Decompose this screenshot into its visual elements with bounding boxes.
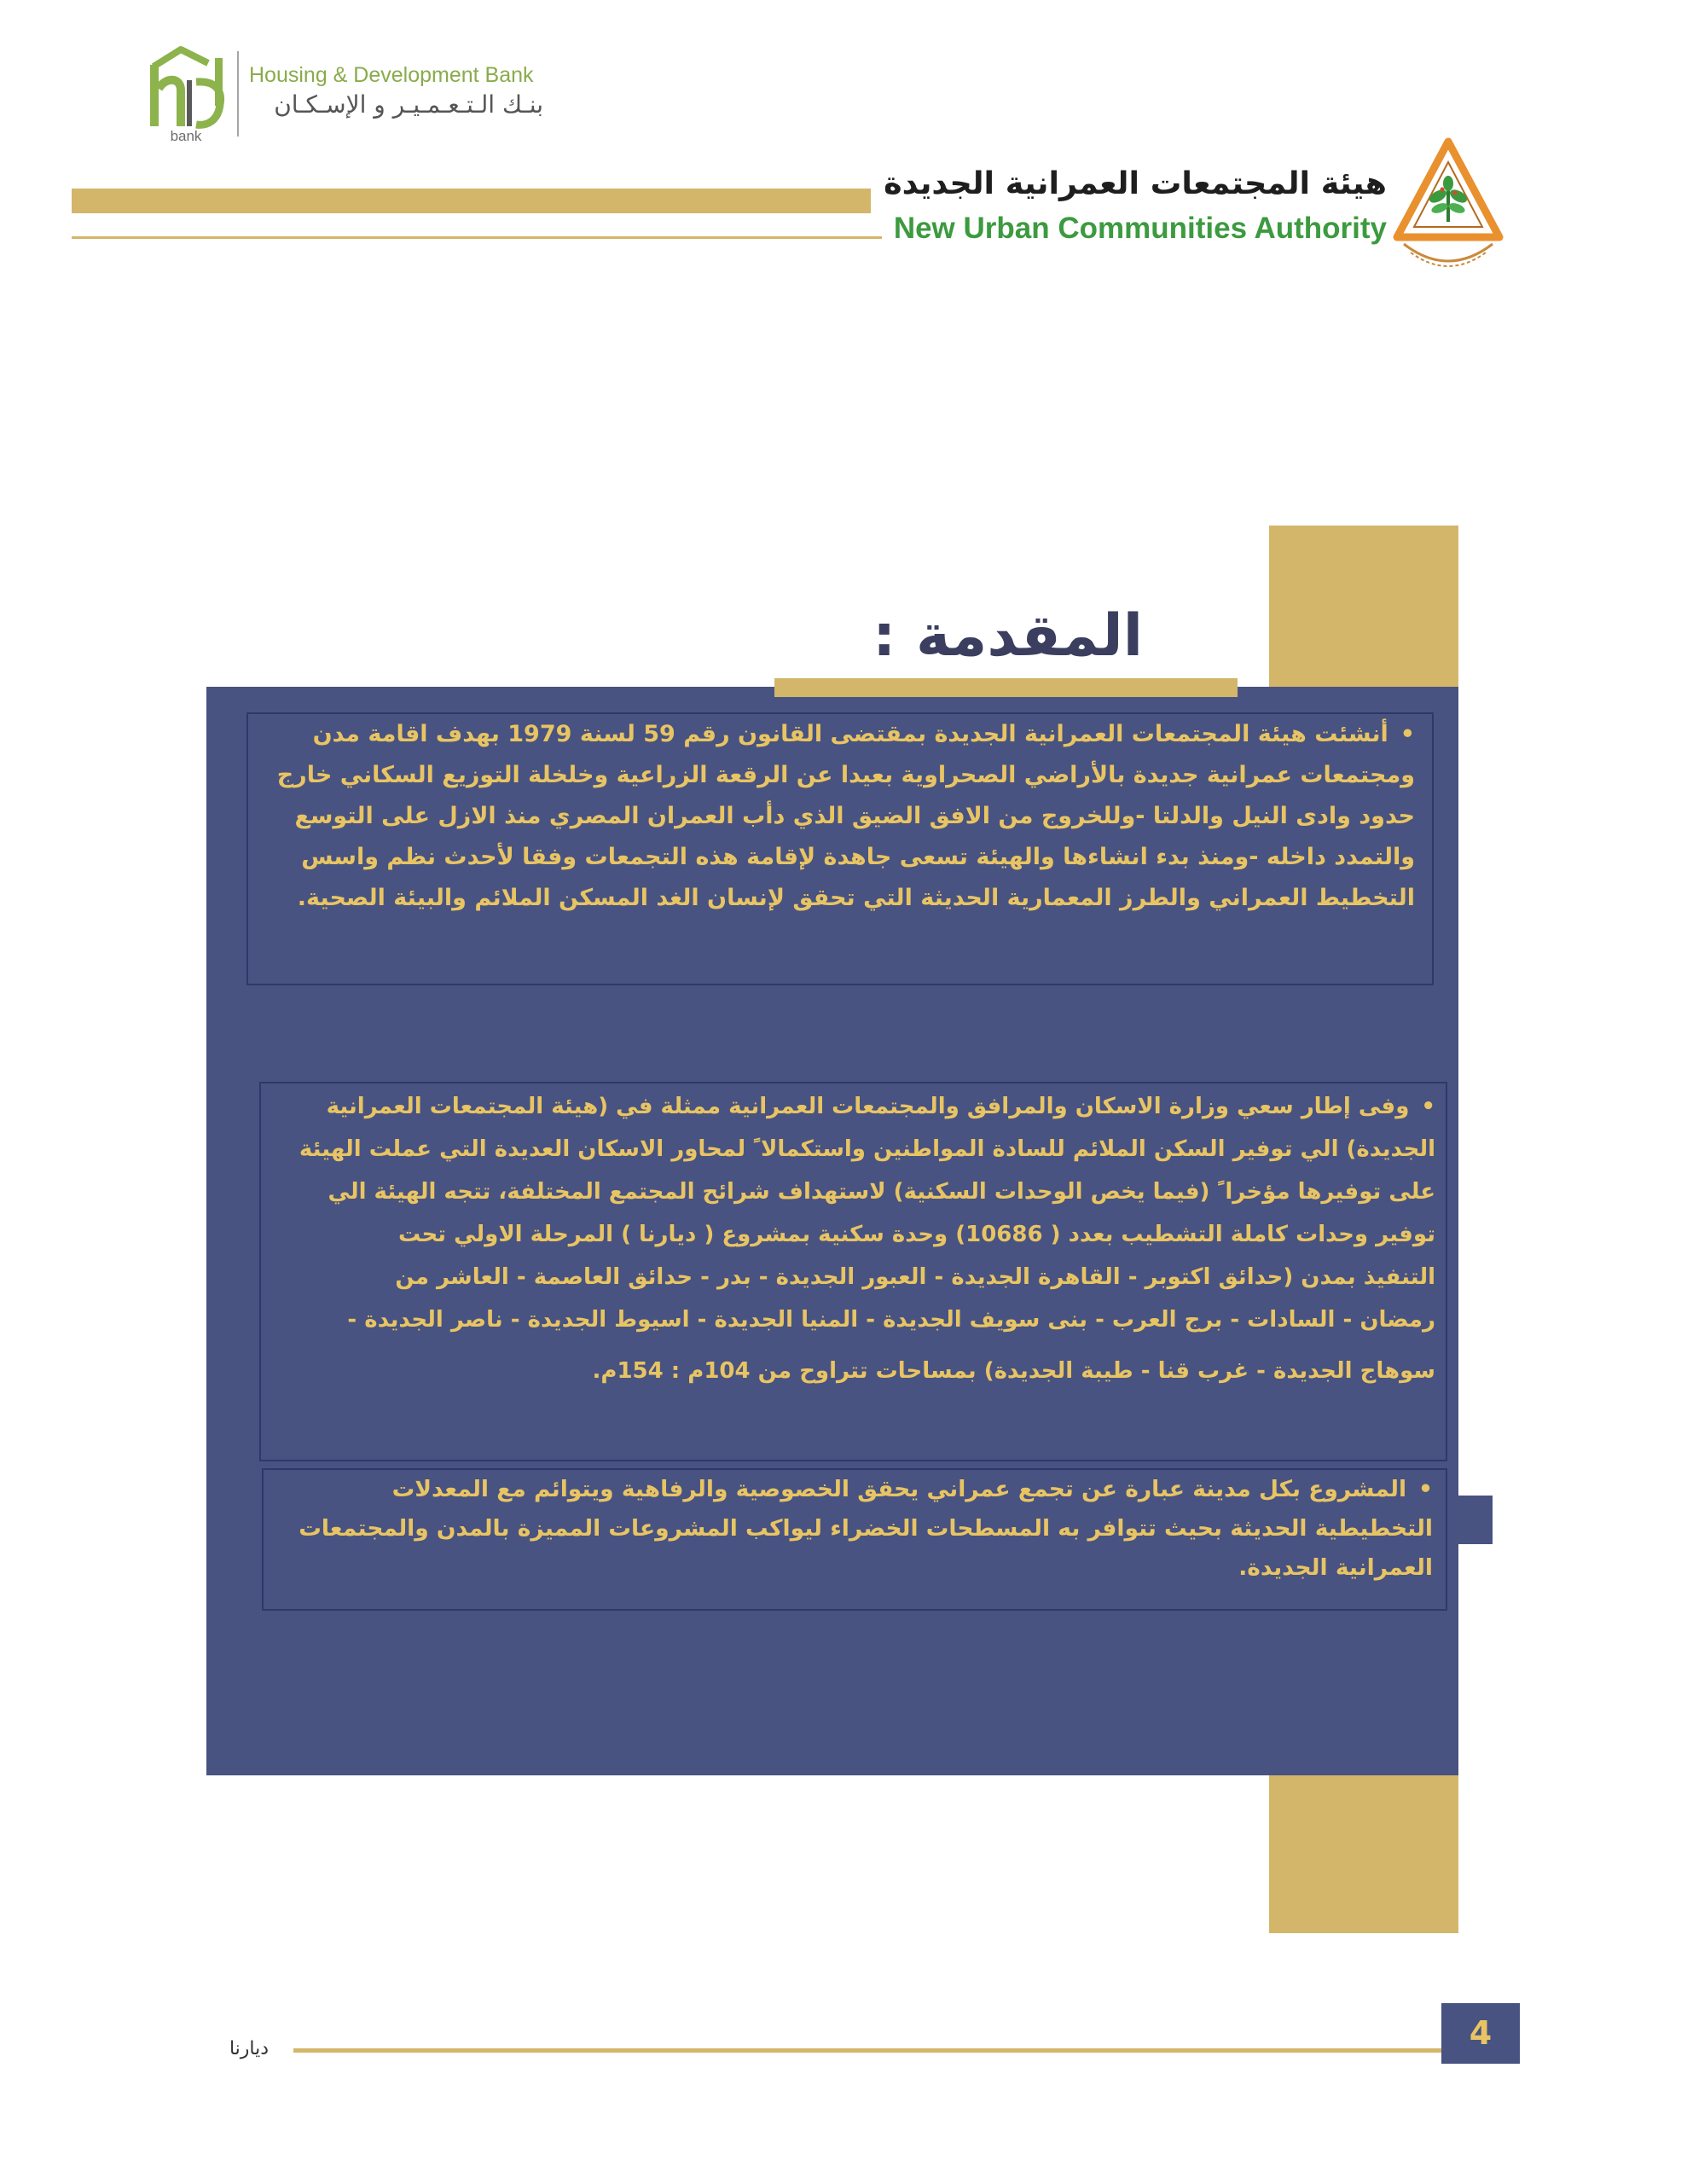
paragraph-line-text: المشروع بكل مدينة عبارة عن تجمع عمراني يحقق الخصوصية والرفاهية ويتوائم مع المعدلات (391, 1476, 1407, 1502)
paragraph-line: سوهاج الجديدة - غرب قنا - طيبة الجديدة) بمساحات تتراوح من 104م : 154م. (592, 1358, 1435, 1384)
hdb-name-english: Housing & Development Bank (249, 63, 534, 87)
footer-project-name: ديارنا (229, 2038, 270, 2059)
paragraph-line: التخطيطية الحديثة بحيث تتوافر به المسطحات الخضراء ليواكب المشروعات المميزة بالمدن والمجتمعات (299, 1515, 1433, 1542)
intro-paragraph-box (262, 1468, 1447, 1611)
paragraph-line: التنفيذ بمدن (حدائق اكتوبر - القاهرة الجديدة - العبور الجديدة - بدر - حدائق العاصمة - العاشر من (395, 1264, 1435, 1290)
paragraph-line: والتمدد داخله -ومنذ بدء انشاءها والهيئة تسعى جاهدة لإقامة هذه التجمعات وفقا لأحدث نظم واسس (301, 844, 1415, 870)
section-title: المقدمة : (872, 602, 1143, 670)
paragraph-line: التخطيط العمراني والطرز المعمارية الحديثة التي تحقق لإنسان الغد المسكن الملائم والبيئة الصحية. (297, 885, 1415, 911)
header-divider (237, 51, 239, 136)
decorative-navy-tab (1447, 1496, 1493, 1544)
nuca-name-english: New Urban Communities Authority (893, 212, 1387, 245)
hdb-logo-caption: bank (170, 128, 202, 144)
hdb-logo-graphic (147, 43, 225, 131)
paragraph-line: حدود وادى النيل والدلتا -وللخروج من الافق الضيق الذي دأب العمران المصري منذ الازل على التوسع (294, 803, 1415, 829)
nuca-logo-icon (1392, 136, 1504, 271)
paragraph-line: العمرانية الجديدة. (1238, 1554, 1433, 1581)
intro-paragraph-box (259, 1082, 1447, 1461)
bullet-icon (1421, 1085, 1435, 1128)
nuca-logo-graphic (1392, 136, 1504, 271)
intro-paragraph-box (246, 712, 1434, 985)
paragraph-line-text: أنشئت هيئة المجتمعات العمرانية الجديدة بمقتضى القانون رقم 59 لسنة 1979 بهدف اقامة مدن (312, 721, 1388, 747)
paragraph-line: رمضان - السادات - برج العرب - بنى سويف الجديدة - المنيا الجديدة - اسيوط الجديدة - ناصر الجديدة - (347, 1307, 1435, 1333)
hdb-name-arabic: بنـك الـتـعـمـيـر و الإسـكـان (274, 90, 543, 119)
paragraph-line: توفير وحدات كاملة التشطيب بعدد ( 10686) وحدة سكنية بمشروع ( ديارنا ) المرحلة الاولي تحت (398, 1222, 1435, 1247)
bullet-icon (1400, 714, 1415, 755)
header-gold-rule (72, 236, 882, 239)
footer-rule (293, 2048, 1441, 2053)
nuca-name-arabic: هيئة المجتمعات العمرانية الجديدة (884, 165, 1387, 201)
hdb-logo-icon (147, 43, 225, 131)
title-underline (774, 678, 1238, 697)
paragraph-line (287, 1085, 1435, 1128)
paragraph-line (258, 714, 1415, 755)
paragraph-line: الجديدة) الي توفير السكن الملائم للسادة المواطنين واستكمالا ً لمحاور الاسكان العديدة التي عملت الهيئة (299, 1136, 1435, 1162)
bullet-icon (1418, 1470, 1433, 1509)
page-number: 4 (1441, 2003, 1520, 2064)
paragraph-line: على توفيرها مؤخرا ً (فيما يخص الوحدات السكنية) لاستهداف شرائح المجتمع المختلفة، تتجه الهيئة الي (328, 1179, 1435, 1205)
paragraph-line: ومجتمعات عمرانية جديدة بالأراضي الصحراوية بعيدا عن الرقعة الزراعية وخلخلة التوزيع السكاني خارج (276, 762, 1415, 788)
paragraph-line (285, 1470, 1433, 1509)
paragraph-line-text: وفى إطار سعي وزارة الاسكان والمرافق والمجتمعات العمرانية ممثلة في (هيئة المجتمعات العمرانية (326, 1094, 1410, 1119)
header-gold-bar (72, 189, 871, 213)
